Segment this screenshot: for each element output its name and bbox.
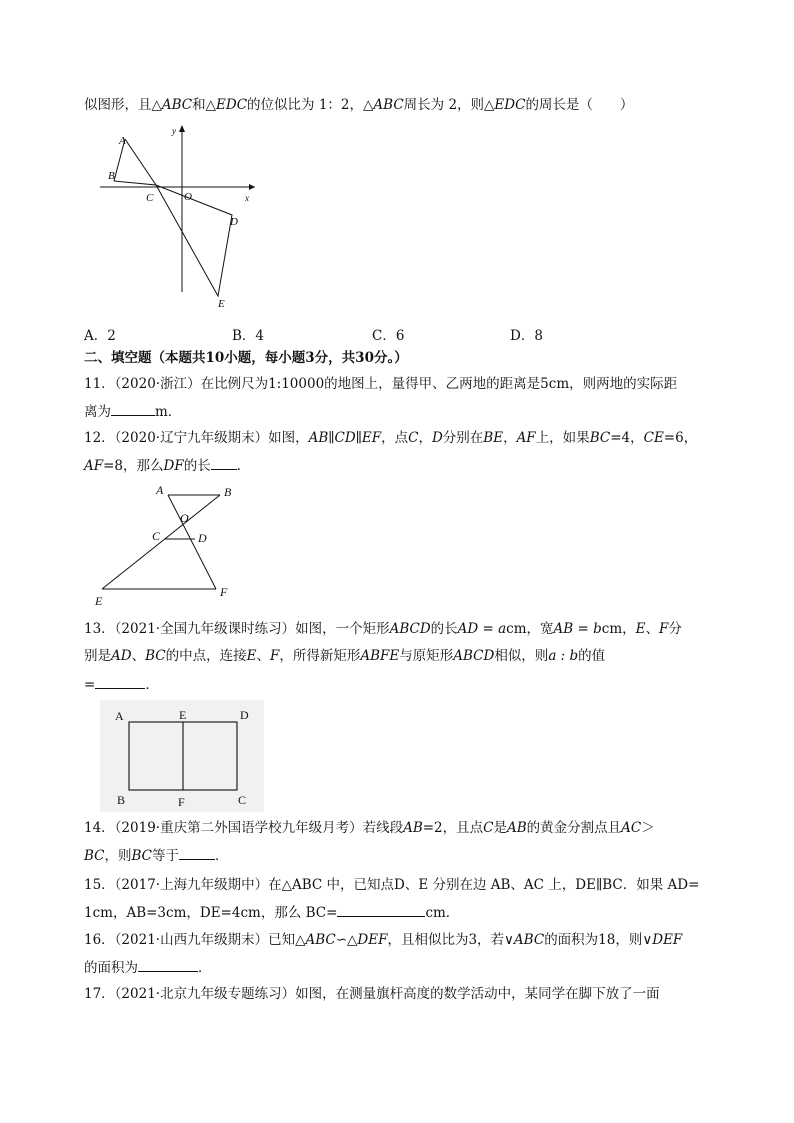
label-F: F — [178, 795, 185, 809]
q16-line1: 16．（2021·山西九年级期末）已知△ABC∽△DEF，且相似比为3，若∨ABC的面积为18，则∨DEF — [84, 932, 683, 948]
label-A: A — [119, 135, 126, 147]
q10-line1: 似图形，且△ABC和△EDC的位似比为 1：2，△ABC周长为 2，则△EDC的周长是（ ） — [84, 97, 634, 113]
label-B: B — [117, 793, 126, 807]
option-c: C．6 — [372, 328, 405, 344]
q13-line1: 13．（2021·全国九年级课时练习）如图，一个矩形ABCD的长AD = acm，宽AB = bcm，E、F分 — [84, 621, 682, 637]
label-y: y — [172, 126, 176, 136]
answer-blank[interactable] — [95, 675, 145, 689]
label-C: C — [238, 793, 247, 807]
q15-line2: 1cm，AB=3cm，DE=4cm，那么 BC= cm． — [84, 905, 460, 921]
label-x: x — [245, 193, 249, 203]
q17-line1: 17．（2021·北京九年级专题练习）如图，在测量旗杆高度的数学活动中，某同学在脚下放了一面 — [84, 986, 660, 1002]
label-F: F — [220, 585, 228, 599]
answer-blank[interactable] — [179, 846, 215, 860]
section-title: 二、填空题（本题共10小题，每小题3分，共30分。） — [84, 350, 408, 366]
label-B: B — [224, 485, 232, 499]
x-arrow — [249, 184, 255, 190]
label-D: D — [240, 708, 249, 722]
q12-line2: AF=8，那么DF的长 ． — [84, 458, 251, 474]
label-D: D — [230, 216, 238, 228]
label-A: A — [156, 483, 164, 497]
q12-line1: 12．（2020·辽宁九年级期末）如图，AB∥CD∥EF，点C，D分别在BE，AF上，如果BC=4，CE=6， — [84, 430, 698, 446]
answer-blank[interactable] — [337, 903, 425, 917]
label-C: C — [146, 192, 154, 204]
q13-line3: = ． — [84, 677, 159, 693]
q13-line2: 别是AD、BC的中点，连接E、F，所得新矩形ABFE与原矩形ABCD相似，则a : b的值 — [84, 648, 606, 664]
label-B: B — [108, 170, 115, 182]
option-d: D．8 — [510, 328, 543, 344]
label-O: O — [180, 511, 189, 525]
q16-line2: 的面积为 ． — [84, 960, 212, 976]
option-b: B．4 — [232, 328, 265, 344]
q14-line2: BC，则BC等于 ． — [84, 848, 229, 864]
figure-q10 — [100, 122, 265, 312]
answer-blank[interactable] — [138, 958, 198, 972]
triangles — [114, 139, 232, 296]
q11-line2: 离为 m． — [84, 404, 182, 420]
label-C: C — [152, 529, 161, 543]
q14-line1: 14．（2019·重庆第二外国语学校九年级月考）若线段AB=2，且点C是AB的黄金分割点且AC＞ — [84, 820, 655, 836]
figure-q12 — [92, 482, 242, 612]
q15-line1: 15．（2017·上海九年级期中）在△ABC 中，已知点D、E 分别在边 AB、AC 上，DE∥BC．如果 AD= — [84, 877, 700, 893]
label-A: A — [115, 709, 124, 723]
label-E: E — [218, 298, 225, 310]
label-E: E — [179, 708, 187, 722]
answer-blank[interactable] — [111, 402, 155, 416]
label-O: O — [184, 191, 192, 203]
q11-line1: 11．（2020·浙江）在比例尺为1:10000的地图上，量得甲、乙两地的距离是5cm，则两地的实际距 — [84, 376, 678, 392]
y-arrow — [179, 125, 185, 132]
answer-blank[interactable] — [211, 456, 237, 470]
label-E: E — [95, 594, 103, 608]
figure-q13 — [100, 700, 264, 812]
option-a: A．2 — [84, 328, 116, 344]
label-D: D — [198, 531, 207, 545]
